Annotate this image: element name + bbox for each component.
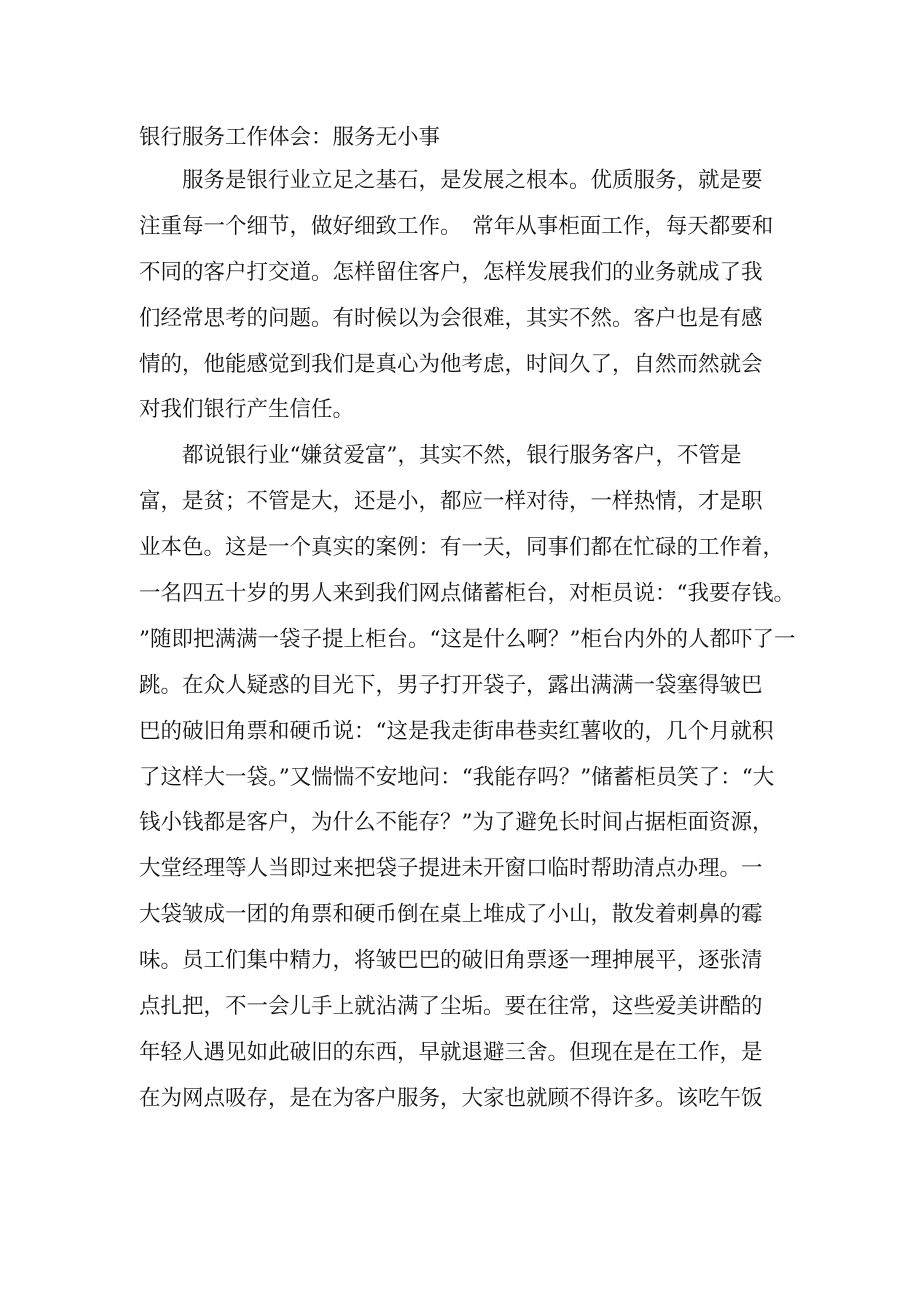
text-line: 跳。在众人疑惑的目光下，男子打开袋子，露出满满一袋塞得皱巴 <box>139 672 763 698</box>
text-line: 们经常思考的问题。有时候以为会很难，其实不然。客户也是有感 <box>139 305 763 331</box>
text-line: 业本色。这是一个真实的案例：有一天，同事们都在忙碌的工作着， <box>139 535 785 561</box>
document-body <box>139 118 796 1122</box>
text-line: 年轻人遇见如此破旧的东西，早就退避三舍。但现在是在工作，是 <box>139 1039 763 1065</box>
text-line: 情的，他能感觉到我们是真心为他考虑，时间久了，自然而然就会 <box>139 351 763 377</box>
text-line: 都说银行业“嫌贫爱富”，其实不然，银行服务客户，不管是 <box>139 443 742 469</box>
text-line: 注重每一个细节，做好细致工作。 常年从事柜面工作，每天都要和 <box>139 213 774 239</box>
text-line: 了这样大一袋。”又惴惴不安地问：“我能存吗？”储蓄柜员笑了：“大 <box>139 764 775 790</box>
document-title: 银行服务工作体会：服务无小事 <box>139 125 441 150</box>
text-line: 点扎把，不一会儿手上就沾满了尘垢。要在往常，这些爱美讲酷的 <box>139 994 763 1020</box>
text-line: 富，是贫；不管是大，还是小，都应一样对待，一样热情，才是职 <box>139 489 763 515</box>
text-line: 服务是银行业立足之基石，是发展之根本。优质服务，就是要 <box>139 168 763 193</box>
text-line: 不同的客户打交道。怎样留住客户，怎样发展我们的业务就成了我 <box>139 259 763 285</box>
text-line: 钱小钱都是客户，为什么不能存？”为了避免长时间占据柜面资源， <box>139 810 774 836</box>
text-line: 巴的破旧角票和硬币说：“这是我走街串巷卖红薯收的，几个月就积 <box>139 718 774 744</box>
text-line: 在为网点吸存，是在为客户服务，大家也就顾不得许多。该吃午饭 <box>139 1085 763 1111</box>
text-line: 大堂经理等人当即过来把袋子提进未开窗口临时帮助清点办理。一 <box>139 856 763 882</box>
text-line: 大袋皱成一团的角票和硬币倒在桌上堆成了小山，散发着刺鼻的霉 <box>139 902 763 928</box>
text-line: 一名四五十岁的男人来到我们网点储蓄柜台，对柜员说：“我要存钱。 <box>139 581 795 607</box>
text-line: 味。员工们集中精力，将皱巴巴的破旧角票逐一理抻展平，逐张清 <box>139 948 763 974</box>
text-line: 对我们银行产生信任。 <box>139 397 355 423</box>
text-line: ”随即把满满一袋子提上柜台。“这是什么啊？”柜台内外的人都吓了一 <box>139 626 796 652</box>
